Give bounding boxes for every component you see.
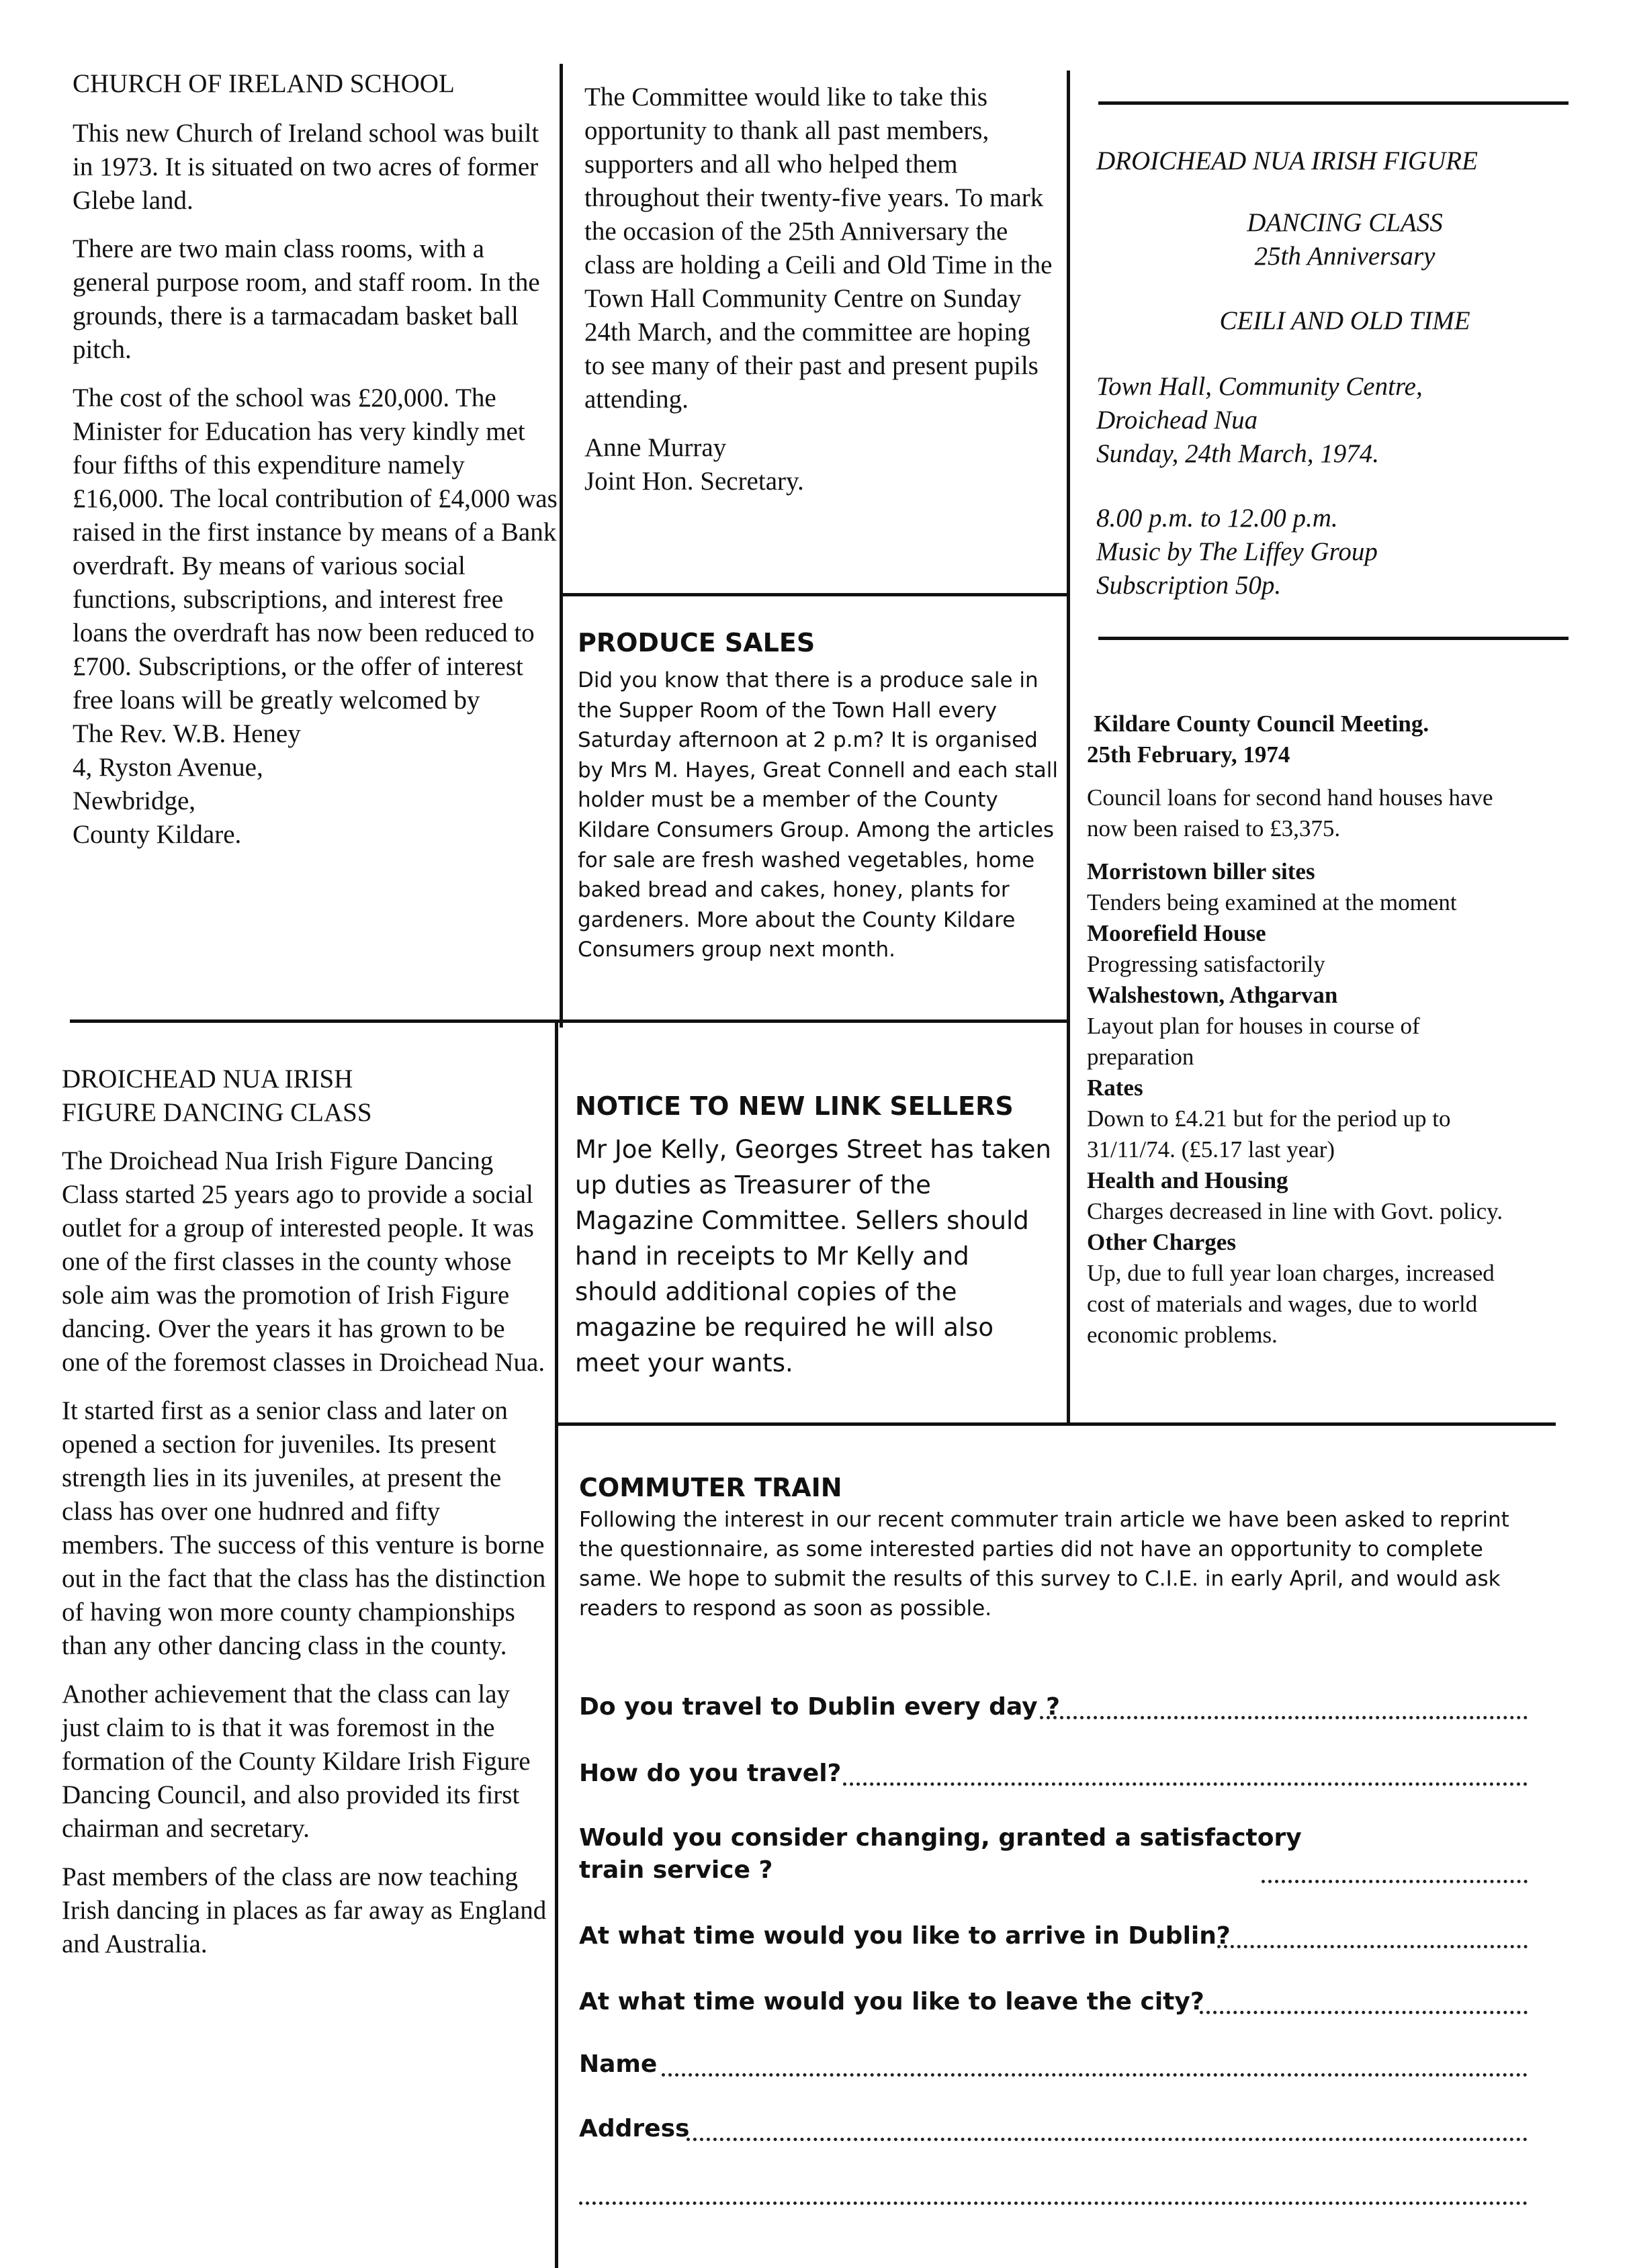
commuter-intro: Following the interest in our recent commuter train article we have been asked to reprint the questionnaire, as some interested parties did not have an opportunity to complete same. We hope to submit the results of this survey to C.I.E. in early April, and would ask readers to respond as soon as possible.	[579, 1508, 1509, 1621]
produce-sales-title: PRODUCE SALES	[578, 628, 815, 657]
dancing-class-title-1: DROICHEAD NUA IRISH	[62, 1064, 353, 1093]
link-sellers-notice	[575, 1091, 1055, 1381]
council-item-text: Charges decreased in line with Govt. policy.	[1087, 1198, 1503, 1224]
church-school-para-2: There are two main class rooms, with a general purpose room, and staff room. In the grounds, there is a tarmacadam basket ball pitch.	[73, 234, 540, 364]
divider-left-mid	[70, 1019, 1068, 1023]
church-school-article	[73, 67, 560, 852]
dancing-class-article	[62, 1062, 549, 1976]
ad-music: Music by The Liffey Group	[1096, 537, 1378, 566]
answer-line-arrive-time[interactable]	[1217, 1945, 1528, 1948]
church-school-para-1: This new Church of Ireland school was built in 1973. It is situated on two acres of former Glebe land.	[73, 119, 539, 215]
event-advert	[1096, 144, 1580, 602]
ad-line-2: DANCING CLASS	[1247, 208, 1443, 237]
council-item-heading: Other Charges	[1087, 1229, 1236, 1255]
council-item-heading: Rates	[1087, 1075, 1143, 1101]
dancing-class-para-3: Another achievement that the class can lay just claim to is that it was foremost in the formation of the County Kildare Irish Figure Dancing Council, and also provided its first chairman and secretary.	[62, 1680, 531, 1843]
divider-vertical-right	[1067, 71, 1070, 1424]
ad-bottom-rule	[1098, 637, 1569, 640]
council-intro: Council loans for second hand houses have now been raised to £3,375.	[1087, 784, 1493, 842]
church-school-title: CHURCH OF IRELAND SCHOOL	[73, 69, 455, 98]
ad-venue-3: Sunday, 24th March, 1974.	[1096, 439, 1380, 468]
ad-line-3: 25th Anniversary	[1254, 242, 1436, 271]
address-line: Newbridge,	[73, 786, 196, 815]
ad-line-4: CEILI AND OLD TIME	[1219, 306, 1470, 335]
answer-line-travel-daily[interactable]	[1040, 1716, 1528, 1719]
commuter-title: COMMUTER TRAIN	[579, 1473, 842, 1502]
signature-title: Joint Hon. Secretary.	[584, 467, 804, 496]
ad-line-1: DROICHEAD NUA IRISH FIGURE	[1096, 146, 1478, 175]
council-title-1: Kildare County Council Meeting.	[1094, 711, 1429, 737]
produce-sales-text: Did you know that there is a produce sale in the Supper Room of the Town Hall every Saturday afternoon at 2 p.m? It is organised by Mrs M. Hayes, Great Connell and each stall holder must be a member of the County Kildare Consumers Group. Among the articles for sale are fresh washed vegetables, home baked bread and cakes, honey, plants for gardeners. More about the County Kildare Consumers group next month.	[578, 668, 1058, 962]
divider-commuter-top	[555, 1422, 1556, 1426]
council-item-text: Progressing satisfactorily	[1087, 951, 1325, 977]
dancing-class-para-1: The Droichead Nua Irish Figure Dancing Class started 25 years ago to provide a social outlet for a group of interested people. It was one of the first classes in the county whose sole aim was the promotion of Irish Figure dancing. Over the years it has grown to be one of the foremost classes in Droichead Nua.	[62, 1146, 545, 1377]
question-travel-daily: Do you travel to Dublin every day ?	[579, 1693, 1061, 1721]
address-line: The Rev. W.B. Heney	[73, 719, 301, 748]
question-leave-time: At what time would you like to leave the city?	[579, 1988, 1204, 2015]
address-line: County Kildare.	[73, 820, 242, 849]
produce-sales-article	[578, 628, 1061, 965]
dancing-class-title-2: FIGURE DANCING CLASS	[62, 1098, 372, 1127]
divider-produce-top	[560, 593, 1067, 596]
answer-line-how-travel[interactable]	[843, 1782, 1528, 1786]
name-label: Name	[579, 2050, 658, 2078]
divider-vertical-left-bottom	[555, 1021, 558, 2268]
notice-title: NOTICE TO NEW LINK SELLERS	[575, 1091, 1014, 1121]
question-consider-changing-2: train service ?	[579, 1856, 773, 1884]
address-field-line-2[interactable]	[579, 2202, 1528, 2205]
council-item-heading: Health and Housing	[1087, 1167, 1288, 1193]
question-how-travel: How do you travel?	[579, 1760, 842, 1787]
dancing-class-para-2: It started first as a senior class and later on opened a section for juveniles. Its present strength lies in its juveniles, at present the class has over one hudnred and fifty members. The success of this venture is borne out in the fact that the class has the distinction of having won more county championships than any other dancing class in the county.	[62, 1396, 546, 1660]
name-field[interactable]	[662, 2073, 1528, 2077]
council-item-text: Layout plan for houses in course of preparation	[1087, 1013, 1420, 1070]
ad-venue-2: Droichead Nua	[1096, 406, 1258, 435]
address-field[interactable]	[687, 2138, 1528, 2141]
answer-line-leave-time[interactable]	[1200, 2011, 1528, 2014]
signature-name: Anne Murray	[584, 433, 727, 462]
committee-text: The Committee would like to take this opportunity to thank all past members, supporters and all who helped them throughout their twenty-five years. To mark the occasion of the 25th Anniversary the class are holding a Ceili and Old Time in the Town Hall Community Centre on Sunday 24th March, and the committee are hoping to see many of their past and present pupils attending.	[584, 83, 1053, 414]
ad-subscription: Subscription 50p.	[1096, 571, 1282, 600]
council-item-text: Up, due to full year loan charges, increased cost of materials and wages, due to world economic problems.	[1087, 1260, 1495, 1348]
address-label: Address	[579, 2115, 690, 2142]
divider-vertical-left-top	[560, 64, 563, 1028]
council-item-heading: Moorefield House	[1087, 920, 1266, 946]
dancing-class-para-4: Past members of the class are now teaching Irish dancing in places as far away as England and Australia.	[62, 1862, 547, 1958]
committee-article	[584, 81, 1055, 498]
notice-text: Mr Joe Kelly, Georges Street has taken up duties as Treasurer of the Magazine Committee. Sellers should hand in receipts to Mr Kelly and should additional copies of the magazine be required he will also meet your wants.	[575, 1135, 1051, 1377]
council-item-text: Tenders being examined at the moment	[1087, 889, 1457, 915]
address-line: 4, Ryston Avenue,	[73, 753, 263, 782]
council-title-2: 25th February, 1974	[1087, 741, 1290, 768]
council-item-heading: Walshestown, Athgarvan	[1087, 982, 1338, 1008]
commuter-train-article	[579, 1473, 1533, 1623]
council-meeting-article	[1087, 709, 1530, 1351]
ad-top-rule	[1098, 101, 1569, 105]
ad-time: 8.00 p.m. to 12.00 p.m.	[1096, 504, 1338, 533]
church-school-para-3: The cost of the school was £20,000. The Minister for Education has very kindly met four fifths of this expenditure namely £16,000. The local contribution of £4,000 was raised in the first instance by means of a Bank overdraft. By means of various social functions, subscriptions, and interest free loans the overdraft has now been reduced to £700. Subscriptions, or the offer of interest free loans will be greatly welcomed by	[73, 383, 558, 715]
council-item-heading: Morristown biller sites	[1087, 858, 1315, 884]
ad-venue-1: Town Hall, Community Centre,	[1096, 372, 1423, 401]
answer-line-consider-changing[interactable]	[1262, 1880, 1528, 1883]
question-arrive-time: At what time would you like to arrive in Dublin?	[579, 1922, 1231, 1950]
question-consider-changing: Would you consider changing, granted a satisfactory	[579, 1824, 1302, 1852]
council-item-text: Down to £4.21 but for the period up to 31/11/74. (£5.17 last year)	[1087, 1105, 1451, 1163]
